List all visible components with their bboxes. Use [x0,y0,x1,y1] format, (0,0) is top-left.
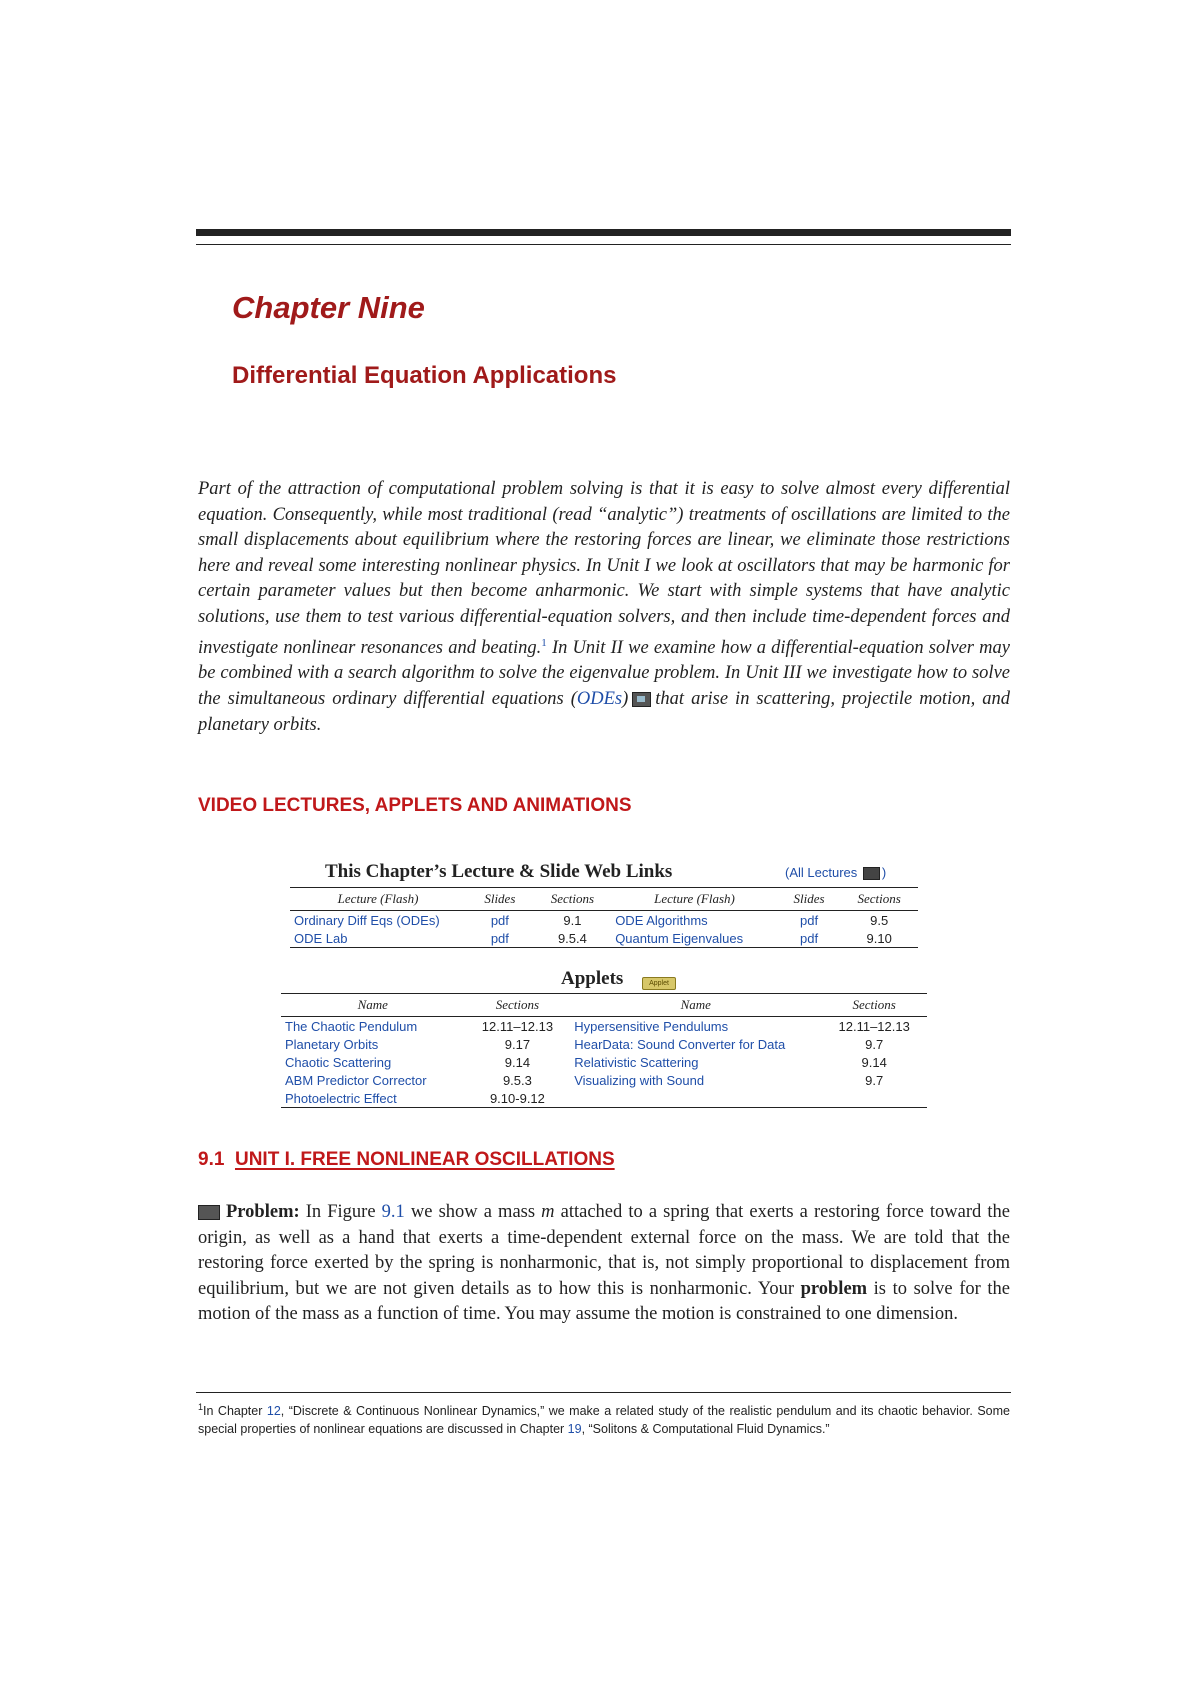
col-sections: Sections [821,994,927,1017]
footnote-mark-link[interactable]: 1 [541,636,547,649]
abstract-text-paren: ) [622,688,629,709]
video-icon[interactable] [632,692,651,707]
applets-table-title: Applets [561,968,624,989]
table-row [281,1071,927,1089]
chapter-abstract [198,477,1010,738]
section-ref: 9.10 [866,930,892,946]
problem-text: we show a mass [404,1202,542,1222]
table-row [290,911,918,930]
problem-text: In Figure [299,1202,382,1222]
lecture-link[interactable]: Quantum Eigenvalues [615,930,744,946]
applet-link[interactable]: Photoelectric Effect [285,1090,397,1106]
col-lecture: Lecture (Flash) [290,888,466,911]
chapter-title: Chapter Nine [232,290,425,325]
unit-title: UNIT I. FREE NONLINEAR OSCILLATIONS [234,1149,615,1170]
applets-table [281,993,927,1108]
odes-link[interactable]: ODEs [576,688,623,709]
footnote-rule [196,1392,1011,1393]
chapter-ref-link[interactable]: 12 [266,1404,281,1419]
section-ref [821,1089,927,1108]
video-icon[interactable] [198,1205,220,1220]
table-row [281,1089,927,1108]
applets-header-row [281,994,927,1017]
section-ref: 9.17 [504,1036,531,1052]
col-slides: Slides [778,888,841,911]
all-lectures-link[interactable] [785,865,886,880]
problem-paragraph [198,1200,1010,1328]
table-row [281,1017,927,1036]
section-ref: 9.5.3 [502,1072,532,1088]
section-ref: 9.14 [861,1054,887,1070]
chapter-subtitle: Differential Equation Applications [232,362,617,389]
table-row [290,929,918,948]
applet-link[interactable]: Relativistic Scattering [574,1054,699,1070]
problem-label: Problem: [226,1202,300,1222]
slides-pdf-link[interactable]: pdf [800,912,819,928]
lectures-header-row [290,888,918,911]
figure-ref-link[interactable]: 9.1 [381,1202,405,1222]
applet-link[interactable]: Hypersensitive Pendulums [574,1018,729,1034]
lecture-link[interactable]: ODE Lab [294,930,348,946]
lecture-link[interactable]: ODE Algorithms [615,912,708,928]
slides-pdf-link[interactable]: pdf [490,912,509,928]
lectures-table-title: This Chapter’s Lecture & Slide Web Links [325,861,673,882]
col-sections: Sections [534,888,612,911]
slides-pdf-link[interactable]: pdf [490,930,509,946]
top-rule-thin [196,244,1011,245]
chapter-ref-link[interactable]: 19 [567,1422,582,1437]
section-ref: 9.7 [865,1036,884,1052]
footnote-text: , “Discrete & Continuous Nonlinear Dynamics,” we make a related study of the realistic pendulum and its chaotic behavior. Some special properties of nonlinear equations are discussed in Chapter [198,1404,1010,1437]
section-ref: 9.5 [870,912,889,928]
footnote-mark: 1 [198,1402,204,1412]
problem-bold-word: problem [800,1278,868,1299]
top-rule-thick [196,229,1011,236]
applet-link[interactable]: Planetary Orbits [285,1036,379,1052]
lecture-video-icon [863,867,880,880]
section-ref: 9.1 [563,912,582,928]
applet-link[interactable]: Visualizing with Sound [574,1072,705,1088]
unit-heading [198,1149,615,1171]
all-lectures-close: ) [881,865,887,880]
mass-symbol: m [541,1202,555,1222]
footnote [198,1398,1010,1438]
section-ref: 12.11–12.13 [481,1018,554,1034]
section-ref: 9.5.4 [557,930,587,946]
section-ref: 12.11–12.13 [838,1018,910,1034]
col-lecture: Lecture (Flash) [611,888,778,911]
unit-number: 9.1 [198,1149,225,1170]
abstract-text-end: that arise in scattering, projectile motion, and planetary orbits. [198,688,1010,735]
section-ref: 9.14 [504,1054,531,1070]
table-row [281,1035,927,1053]
lectures-table [290,887,918,948]
col-sections: Sections [840,888,918,911]
problem-text: is to solve for the motion of the mass as a function of time. You may assume the motion is constrained to one dimension. [198,1278,1010,1325]
col-slides: Slides [466,888,534,911]
applet-link[interactable] [570,1089,821,1108]
lecture-link[interactable]: Ordinary Diff Eqs (ODEs) [294,912,440,928]
problem-text: attached to a spring that exerts a restoring force toward the origin, as well as a hand that exerts a time-dependent external force on the mass. We are told that the restoring force exerted by the spring is nonharmonic, that is, not simply proportional to displacement from equilibrium, but we are not given details as to how this is nonharmonic. Your [198,1202,1010,1299]
section-ref: 9.10-9.12 [489,1090,545,1106]
applet-link[interactable]: ABM Predictor Corrector [285,1072,427,1088]
abstract-text-middle: In Unit II we examine how a differential-equation solver may be combined with a search algorithm to solve the eigenvalue problem. In Unit III we investigate how to solve the simultaneous ordinary differential equations ( [198,637,1010,709]
footnote-text: In Chapter [203,1404,267,1419]
footnote-text: , “Solitons & Computational Fluid Dynamics.” [581,1422,830,1437]
applet-badge-icon[interactable]: Applet [642,977,676,990]
section-ref: 9.7 [865,1072,884,1088]
video-lectures-heading: VIDEO LECTURES, APPLETS AND ANIMATIONS [198,795,632,816]
applet-link[interactable]: The Chaotic Pendulum [285,1018,418,1034]
applet-link[interactable]: Chaotic Scattering [285,1054,392,1070]
slides-pdf-link[interactable]: pdf [800,930,819,946]
col-sections: Sections [465,994,571,1017]
applet-link[interactable]: HearData: Sound Converter for Data [574,1036,786,1052]
all-lectures-label: (All Lectures [785,865,858,880]
col-name: Name [281,994,465,1017]
col-name: Name [570,994,821,1017]
table-row [281,1053,927,1071]
abstract-text-start: Part of the attraction of computational problem solving is that it is easy to solve almost every differential equation. Consequently, while most traditional (read “analytic”) treatments of oscillations are limited to the small displacements about equilibrium where the restoring forces are linear, we eliminate those restrictions here and reveal some interesting nonlinear physics. In Unit I we look at oscillators that may be harmonic for certain parameter values but then become anharmonic. We start with simple systems that have analytic solutions, use them to test various differential-equation solvers, and then include time-dependent forces and investigate nonlinear resonances and beating. [198,479,1010,658]
